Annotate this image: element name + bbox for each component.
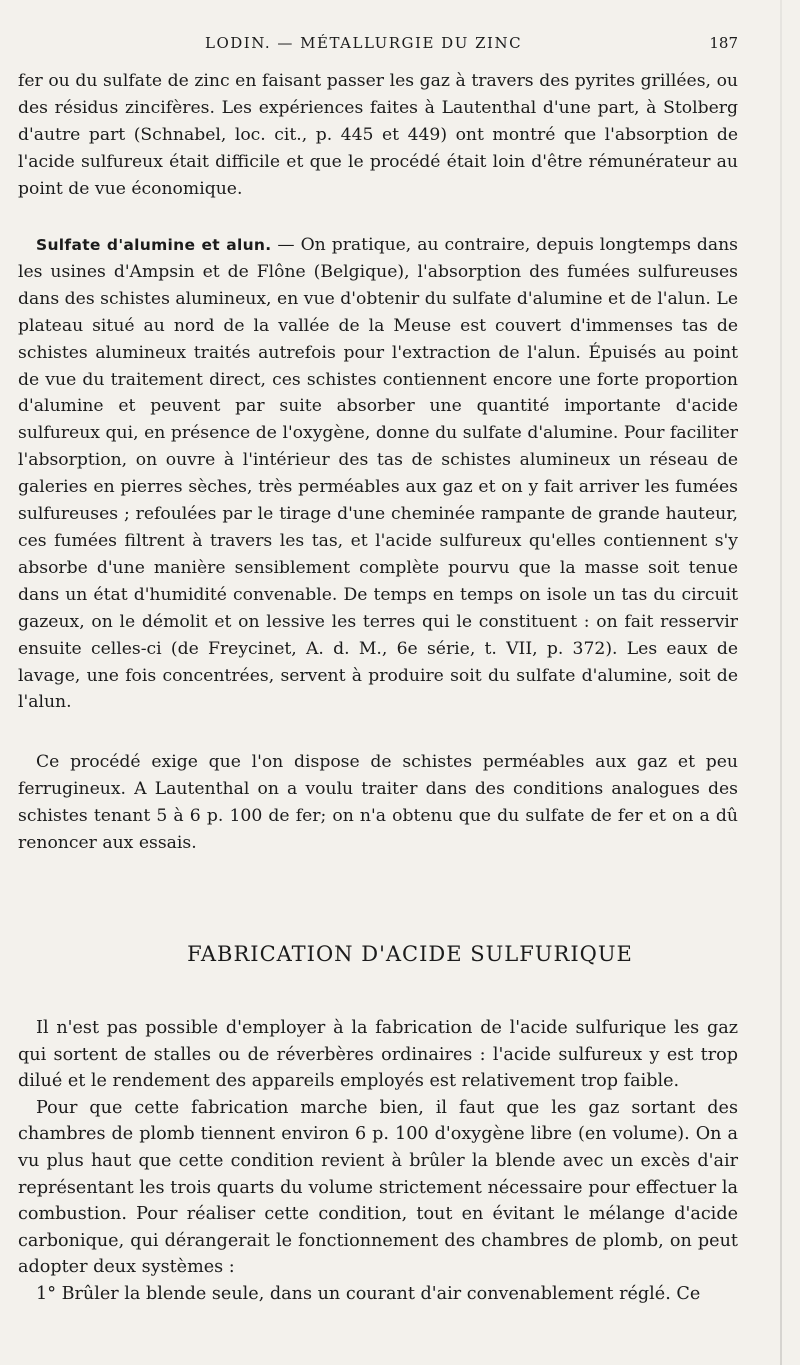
paragraph-2 [18,232,738,716]
paragraph-4-text: Il n'est pas possible d'employer à la fabrication de l'acide sulfurique les gaz qui sortent de stalles ou de réverbères ordinaires : l'acide sulfureux y est trop dilué et le rendement des appareils employés est relativement trop faible. [18,1018,738,1092]
paragraph-2-body: — On pratique, au contraire, depuis longtemps dans les usines d'Ampsin et de Flône (Belgique), l'absorption des fumées sulfureuses dans des schistes alumineux, en vue d'obtenir du sulfate d'alumine et de l'alun. Le plateau situé au nord de la vallée de la Meuse est couvert d'immenses tas de schistes alumineux traités autrefois pour l'extraction de l'alun. Épuisés au point de vue du traitement direct, ces schistes contiennent encore une forte proportion d'alumine et peuvent par suite absorber une quantité importante d'acide sulfureux qui, en présence de l'oxygène, donne du sulfate d'alumine. Pour faciliter l'absorption, on ouvre à l'intérieur des tas de schistes alumineux un réseau de galeries en pierres sèches, très perméables aux gaz et on y fait arriver les fumées sulfureuses ; refoulées par le tirage d'une cheminée rampante de grande hauteur, ces fumées filtrent à travers les tas, et l'acide sulfureux qu'elles contiennent s'y absorbe d'une manière sensiblement complète pourvu que la masse soit tenue dans un état d'humidité convenable. De temps en temps on isole un tas du circuit gazeux, on le démolit et on lessive les terres qui le constituent : on fait resservir ensuite celles-ci (de Freycinet, A. d. M., 6e série, t. VII, p. 372). Les eaux de lavage, une fois concentrées, servent à produire soit du sulfate d'alumine, soit de l'alun. [18,235,739,713]
paragraph-3-text: Ce procédé exige que l'on dispose de schistes perméables aux gaz et peu ferrugineux. A Lautenthal on a voulu traiter dans des conditions analogues des schistes tenant 5 à 6 p. 100 de fer; on n'a obtenu que du sulfate de fer et on a dû renoncer aux essais. [18,752,738,853]
paragraph-6-text: 1° Brûler la blende seule, dans un courant d'air convenablement réglé. Ce [36,1283,701,1304]
page-number: 187 [709,34,738,52]
section-title-text: FABRICATION D'ACIDE SULFURIQUE [187,942,633,966]
paragraph-3 [18,749,738,857]
paragraph-2-text [18,232,738,716]
run-in-heading: Sulfate d'alumine et alun. [36,236,272,254]
paragraph-1-text: fer ou du sulfate de zinc en faisant passer les gaz à travers des pyrites grillées, ou des résidus zincifères. Les expériences faites à Lautenthal d'une part, à Stolberg d'autre part (Schnabel, loc. cit., p. 445 et 449) ont montré que l'absorption de l'acide sulfureux était difficile et que le procédé était loin d'être rémunérateur au point de vue économique. [18,71,738,199]
section-body [18,1015,738,1308]
running-title: LODIN. — MÉTALLURGIE DU ZINC [205,34,523,52]
page-crease [780,0,782,1365]
paragraph-5-text: Pour que cette fabrication marche bien, il faut que les gaz sortant des chambres de plomb tiennent environ 6 p. 100 d'oxygène libre (en volume). On a vu plus haut que cette condition revient à brûler la blende avec un excès d'air représentant les trois quarts du volume strictement nécessaire pour effectuer la combustion. Pour réaliser cette condition, tout en évitant le mélange d'acide carbonique, qui dérangerait le fonctionnement des chambres de plomb, on peut adopter deux systèmes : [18,1097,738,1278]
running-header [0,32,800,60]
section-title [0,942,800,966]
paragraph-1 [18,68,738,203]
